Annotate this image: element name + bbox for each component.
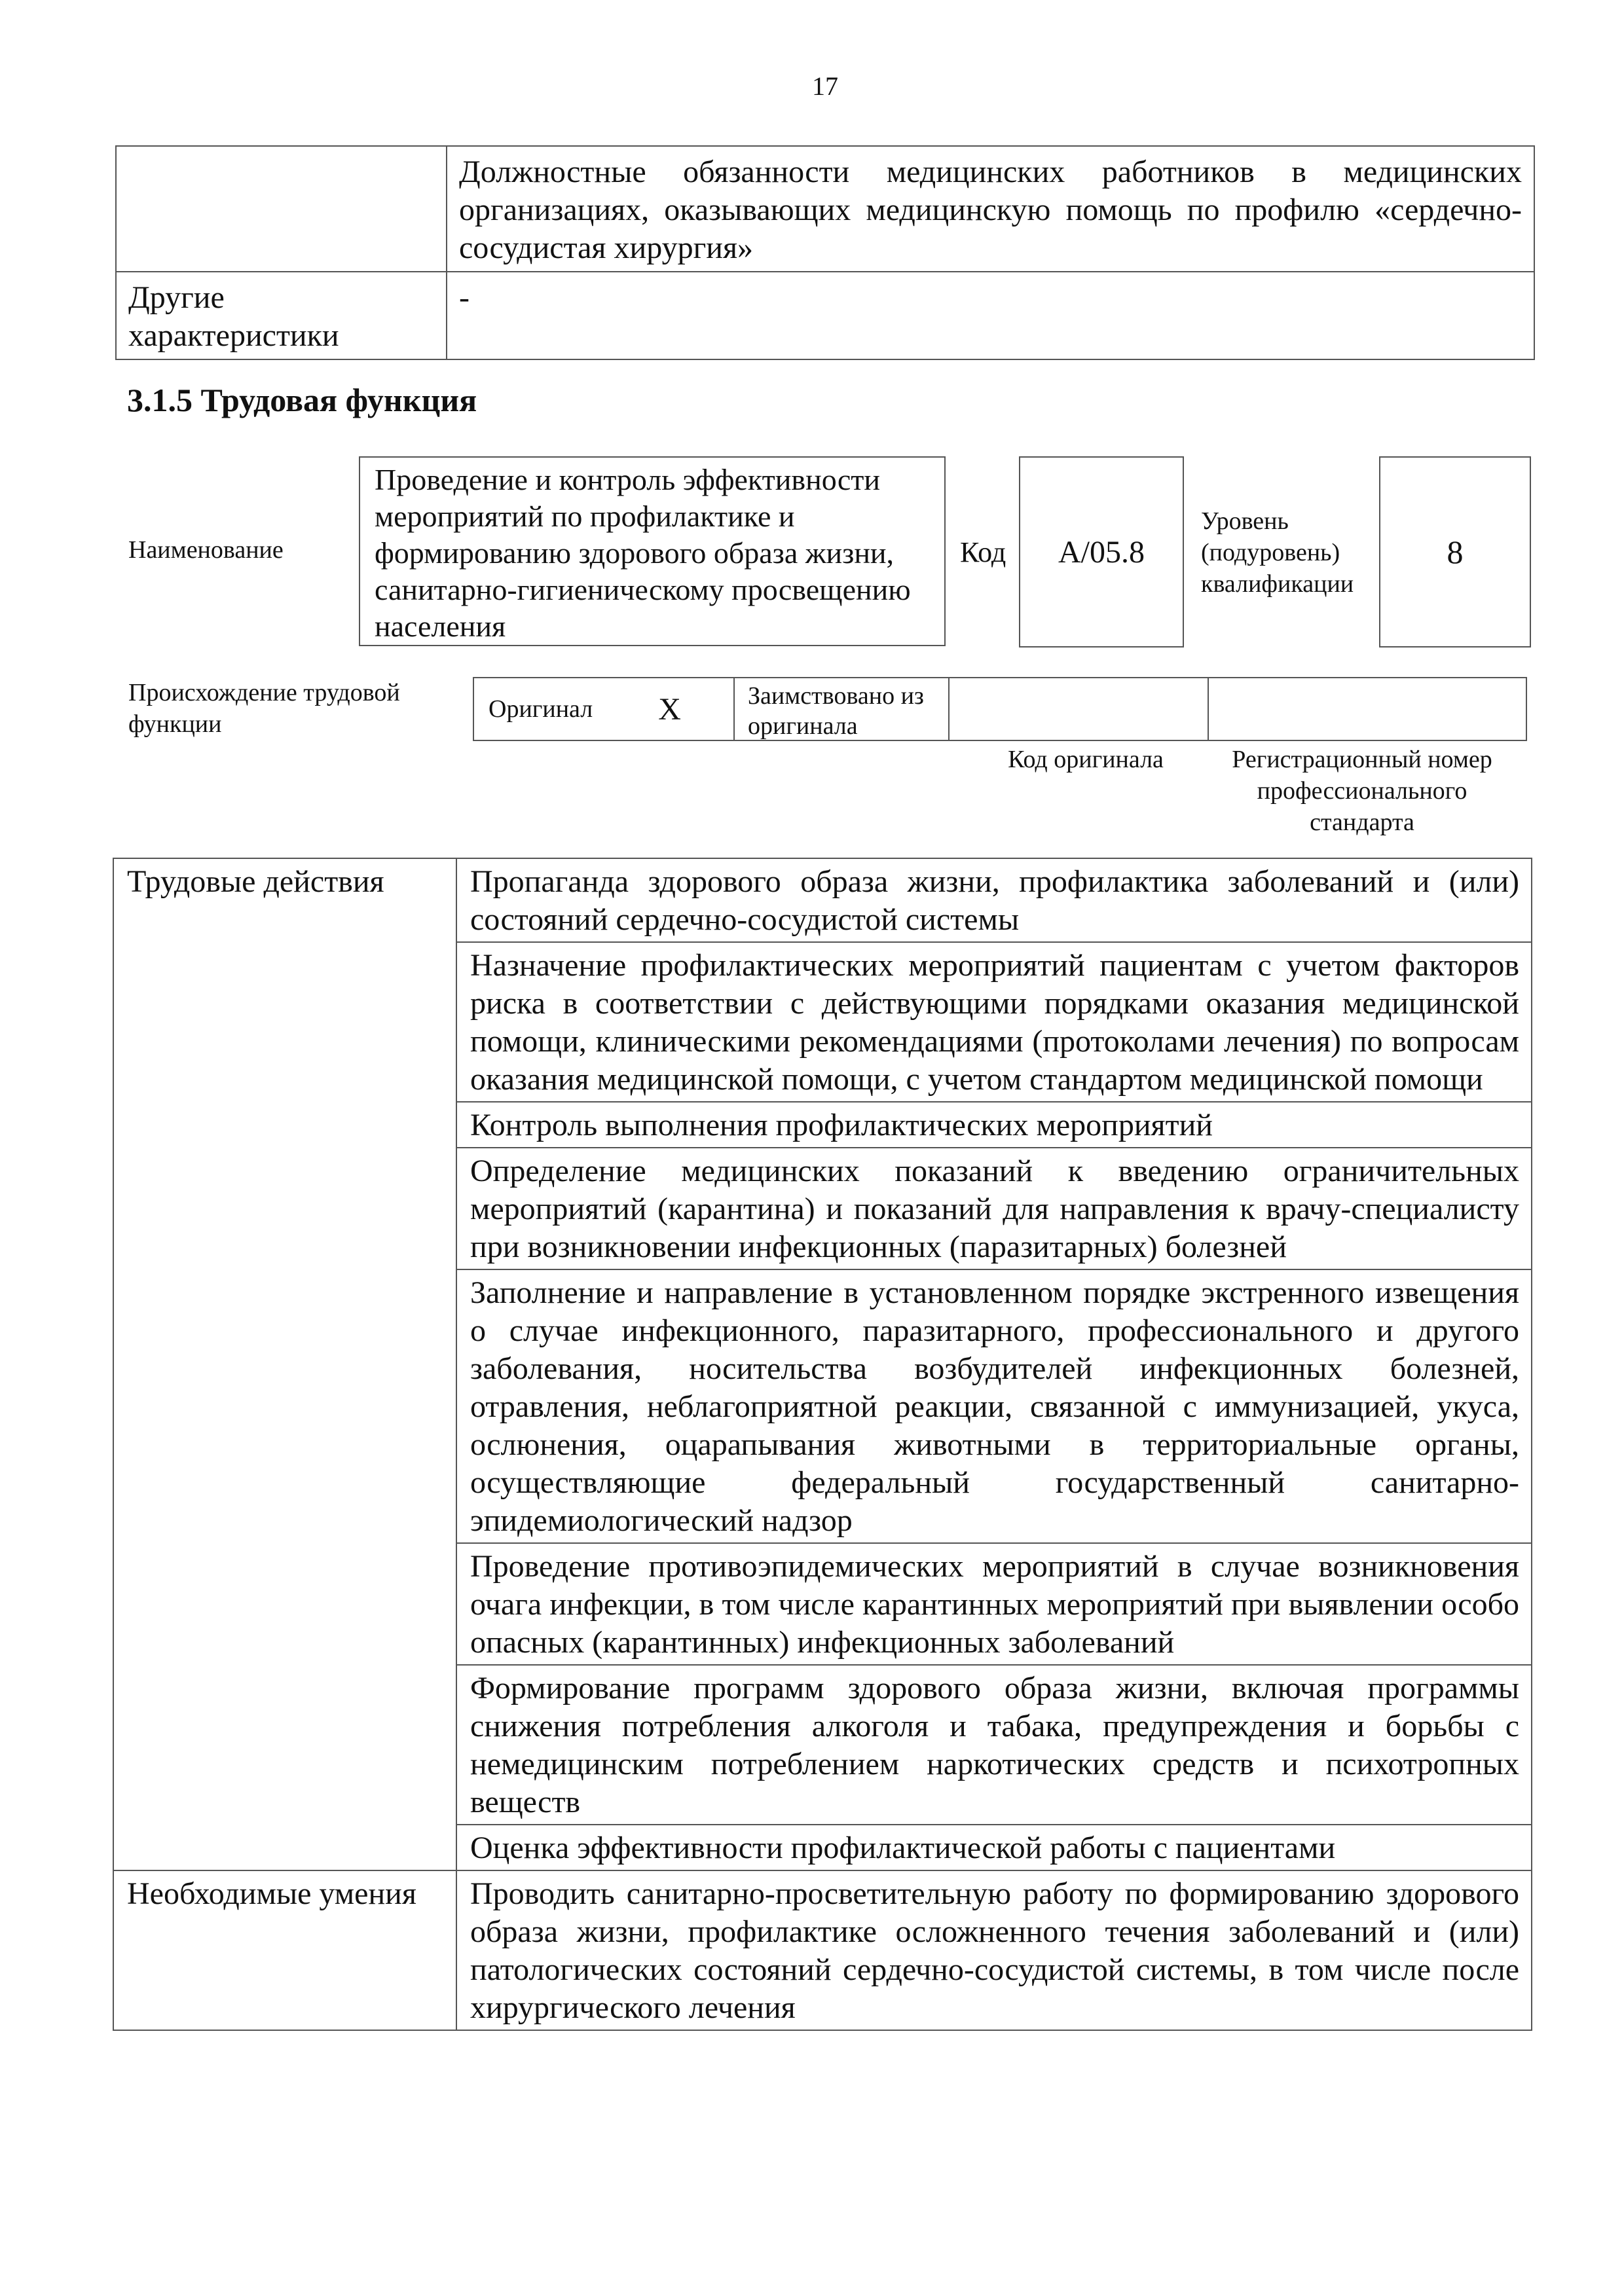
origin-label: Происхождение трудовой функции xyxy=(128,679,400,738)
reg-number-cell xyxy=(1208,677,1527,741)
section-heading: 3.1.5 Трудовая функция xyxy=(127,382,477,418)
skill-item: Проводить санитарно-просветительную работу по формированию здорового образа жизни, профилактике осложненного течения заболеваний и (или) патологических состояний сердечно-сосудистой системы, в том числе после хирургического лечения xyxy=(456,1870,1532,2030)
row-label-other: Другие характеристики xyxy=(116,272,447,359)
row-label-empty xyxy=(116,146,447,272)
page-number: 17 xyxy=(812,71,838,101)
table-row xyxy=(113,1870,1532,2030)
labor-action: Формирование программ здорового образа жизни, включая программы снижения потребления алкоголя и табака, предупреждения и борьбы с немедицинским потреблением наркотических средств и психотропных веществ xyxy=(456,1665,1532,1825)
labor-actions-table xyxy=(113,858,1532,2031)
original-label: Оригинал xyxy=(489,695,593,723)
table-row xyxy=(116,146,1534,272)
table-row xyxy=(113,1665,1532,1825)
code-original-caption: Код оригинала xyxy=(1008,746,1164,773)
table-row xyxy=(113,858,1532,942)
code-label: Код xyxy=(960,536,1006,568)
table-row xyxy=(113,1148,1532,1269)
table-row xyxy=(113,942,1532,1102)
table-row xyxy=(113,1102,1532,1148)
labor-action: Проведение противоэпидемических мероприятий в случае возникновения очага инфекции, в том числе карантинных мероприятий при выявлении особо опасных (карантинных) инфекционных заболеваний xyxy=(456,1543,1532,1665)
labor-action: Назначение профилактических мероприятий пациентам с учетом факторов риска в соответствии с действующими порядками оказания медицинской помощи, клиническими рекомендациями (протоколами лечения) по вопросам оказания медицинской помощи, с учетом стандартом медицинской помощи xyxy=(456,942,1532,1102)
labor-action: Определение медицинских показаний к введению ограничительных мероприятий (карантина) и показаний для направления к врачу-специалисту при возникновении инфекционных (паразитарных) болезней xyxy=(456,1148,1532,1269)
table-row xyxy=(113,1543,1532,1665)
row-value-duties: Должностные обязанности медицинских работников в медицинских организациях, оказывающих медицинскую помощь по профилю «сердечно-сосудистая хирургия» xyxy=(447,146,1534,272)
labor-action: Заполнение и направление в установленном порядке экстренного извещения о случае инфекционного, паразитарного, профессионального и другого заболевания, носительства возбудителей инфекционных болезней, отравления, неблагоприятной реакции, связанной с иммунизацией, укуса, ослюнения, оцарапывания животными в территориальные органы, осуществляющие федеральный государственный санитарно-эпидемиологический надзор xyxy=(456,1269,1532,1543)
origin-original-cell xyxy=(473,677,735,741)
row-value-other: - xyxy=(447,272,1534,359)
original-code-cell xyxy=(948,677,1209,741)
origin-row xyxy=(474,677,1531,741)
table-row xyxy=(116,272,1534,359)
level-box: 8 xyxy=(1379,456,1531,647)
name-label: Наименование xyxy=(128,536,284,564)
function-name-box: Проведение и контроль эффективности мероприятий по профилактике и формированию здорового образа жизни, санитарно-гигиеническому просвещению населения xyxy=(359,456,946,646)
labor-action: Контроль выполнения профилактических мероприятий xyxy=(456,1102,1532,1148)
level-label: Уровень (подуровень) квалификации xyxy=(1201,507,1354,598)
borrowed-label: Заимствовано из оригинала xyxy=(733,677,950,741)
labor-actions-label: Трудовые действия xyxy=(113,858,456,942)
labor-action: Оценка эффективности профилактической работы с пациентами xyxy=(456,1825,1532,1870)
original-mark: Х xyxy=(658,691,681,727)
table-row xyxy=(113,1825,1532,1870)
skills-label: Необходимые умения xyxy=(113,1870,456,2030)
top-characteristics-table xyxy=(115,145,1535,360)
code-box: А/05.8 xyxy=(1019,456,1184,647)
table-row xyxy=(113,1269,1532,1543)
reg-number-caption: Регистрационный номер профессионального стандарта xyxy=(1232,746,1492,836)
labor-action: Пропаганда здорового образа жизни, профилактика заболеваний и (или) состояний сердечно-сосудистой системы xyxy=(456,858,1532,942)
